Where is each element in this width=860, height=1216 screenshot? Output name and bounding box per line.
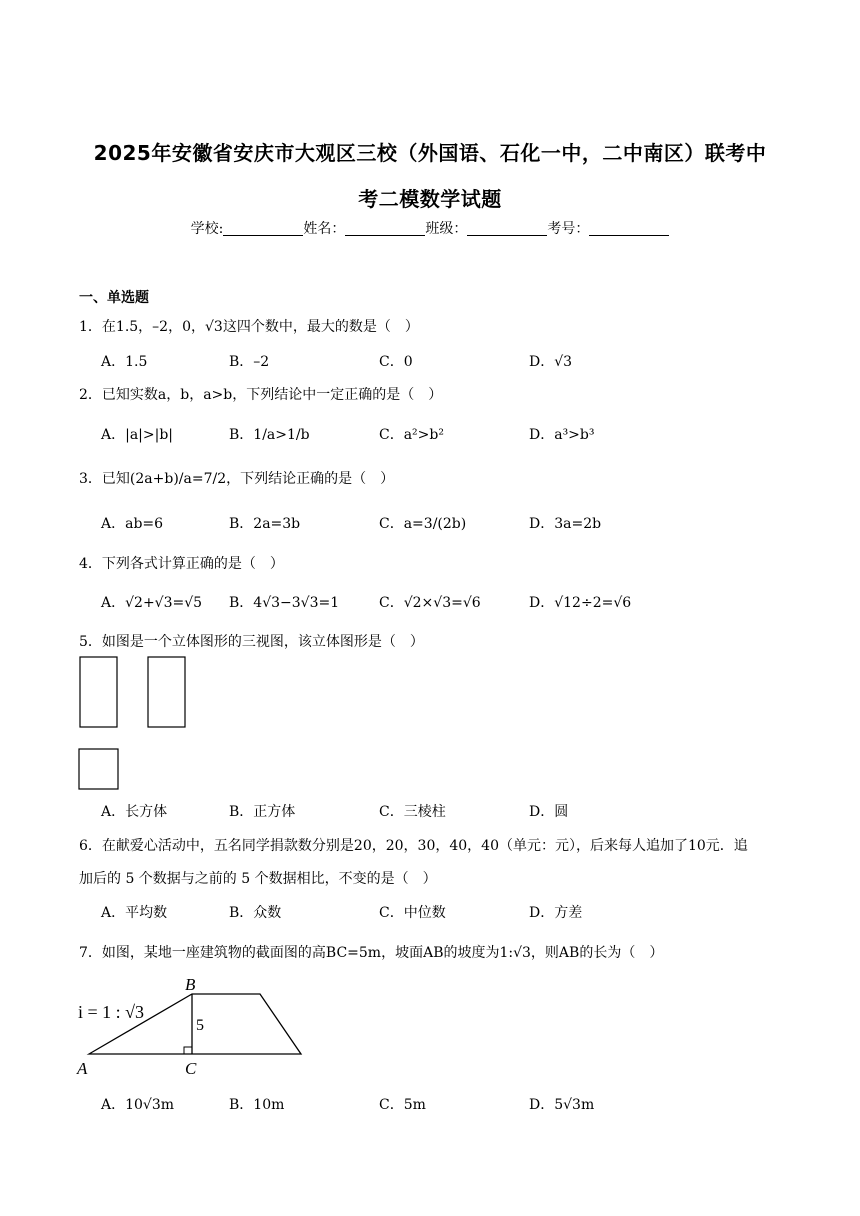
q4-option-d[interactable]: D．√12÷2=√6 [529, 595, 632, 611]
point-a-label: A [77, 1059, 88, 1078]
q5-option-b[interactable]: B．正方体 [229, 804, 296, 820]
q2-option-b[interactable]: B．1/a>1/b [229, 427, 310, 443]
question-2-stem: 2．已知实数a，b，a>b，下列结论中一定正确的是（ ） [79, 387, 443, 403]
q4-option-c[interactable]: C．√2×√3=√6 [379, 595, 481, 611]
school-blank[interactable] [223, 221, 303, 236]
q7-option-a[interactable]: A．10√3m [101, 1097, 175, 1113]
q3-option-c[interactable]: C．a=3/(2b) [379, 516, 467, 532]
q4-option-a[interactable]: A．√2+√3=√5 [101, 595, 203, 611]
q6-option-d[interactable]: D．方差 [529, 905, 583, 921]
class-label: 班级： [425, 221, 468, 237]
q2-option-a[interactable]: A．|a|>|b| [101, 427, 174, 443]
question-6-stem-line2: 加后的 5 个数据与之前的 5 个数据相比，不变的是（ ） [79, 871, 437, 887]
point-c-label: C [185, 1059, 197, 1078]
q4-option-b[interactable]: B．4√3−3√3=1 [229, 595, 340, 611]
question-4-stem: 4．下列各式计算正确的是（ ） [79, 556, 284, 572]
school-label: 学校: [190, 221, 224, 237]
q1-option-c[interactable]: C．0 [379, 354, 413, 370]
q6-option-c[interactable]: C．中位数 [379, 905, 446, 921]
q6-option-a[interactable]: A．平均数 [101, 905, 168, 921]
slope-label: i = 1 : √3 [78, 1002, 145, 1022]
q7-option-d[interactable]: D．5√3m [529, 1097, 595, 1113]
exam-no-blank[interactable] [589, 221, 669, 236]
exam-title-line1: 2025年安徽省安庆市大观区三校（外国语、石化一中，二中南区）联考中 [93, 141, 767, 165]
three-view-figure [76, 652, 196, 794]
q5-option-d[interactable]: D．圆 [529, 804, 569, 820]
question-1-stem: 1．在1.5，–2，0，√3这四个数中，最大的数是（ ） [79, 319, 419, 335]
q1-option-d[interactable]: D．√3 [529, 354, 573, 370]
point-b-label: B [185, 975, 196, 994]
q3-option-b[interactable]: B．2a=3b [229, 516, 301, 532]
front-view-rect [80, 657, 117, 727]
section-heading: 一、单选题 [79, 290, 149, 306]
height-label: 5 [196, 1017, 204, 1034]
top-view-square [79, 749, 118, 789]
q5-option-c[interactable]: C．三棱柱 [379, 804, 446, 820]
q2-option-c[interactable]: C．a²>b² [379, 427, 444, 443]
q1-option-b[interactable]: B．–2 [229, 354, 270, 370]
class-blank[interactable] [467, 221, 547, 236]
q1-option-a[interactable]: A．1.5 [101, 354, 148, 370]
question-3-stem: 3．已知(2a+b)/a=7/2，下列结论正确的是（ ） [79, 471, 395, 487]
q7-option-b[interactable]: B．10m [229, 1097, 285, 1113]
q5-option-a[interactable]: A．长方体 [101, 804, 168, 820]
name-blank[interactable] [345, 221, 425, 236]
exam-no-label: 考号： [547, 221, 590, 237]
student-info-line [0, 218, 860, 238]
exam-title-line2: 考二模数学试题 [358, 187, 502, 211]
right-angle-mark [184, 1047, 192, 1054]
q7-option-c[interactable]: C．5m [379, 1097, 426, 1113]
q3-option-a[interactable]: A．ab=6 [101, 516, 164, 532]
name-label: 姓名： [303, 221, 346, 237]
q6-option-b[interactable]: B．众数 [229, 905, 282, 921]
q3-option-d[interactable]: D．3a=2b [529, 516, 602, 532]
side-view-rect [148, 657, 185, 727]
question-5-stem: 5．如图是一个立体图形的三视图，该立体图形是（ ） [79, 634, 424, 650]
q2-option-d[interactable]: D．a³>b³ [529, 427, 595, 443]
slope-building-figure [74, 972, 314, 1082]
question-6-stem-line1: 6．在献爱心活动中，五名同学捐款数分别是20，20，30，40，40（单元：元），后来每人追加了10元．追 [79, 838, 748, 854]
question-7-stem: 7．如图，某地一座建筑物的截面图的高BC=5m，坡面AB的坡度为1:√3，则AB的长为（ ） [79, 945, 664, 961]
